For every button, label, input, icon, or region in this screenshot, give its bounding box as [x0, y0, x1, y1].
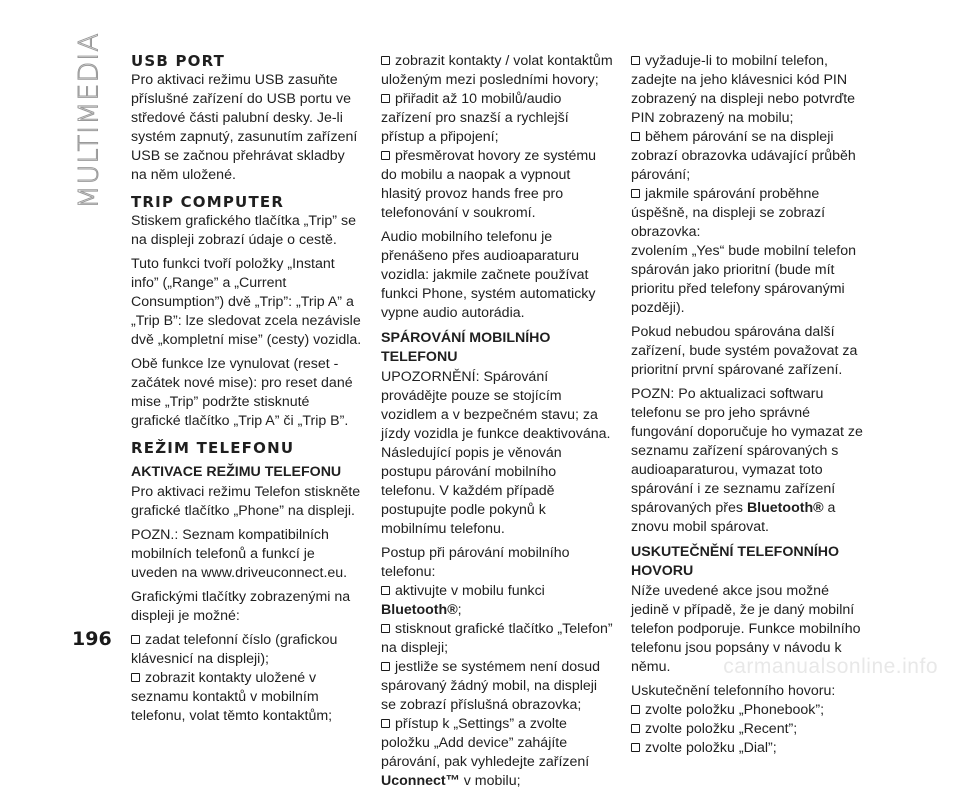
list-item: zobrazit kontakty / volat kontaktům uloženým mezi posledními hovory; — [381, 53, 613, 88]
checkbox-bullet-icon — [631, 56, 640, 65]
phone-features-list — [381, 52, 613, 223]
bluetooth-label: Bluetooth® — [381, 602, 458, 618]
trip-paragraph-1: Stiskem grafického tlačítka „Trip” se na displeji zobrazí údaje o cestě. — [131, 213, 356, 248]
phone-mode-heading: REŽIM TELEFONU — [131, 439, 295, 457]
pairing-heading: SPÁROVÁNÍ MOBILNÍHO TELEFONU — [381, 330, 551, 365]
list-item: zvolte položku „Phonebook”; — [631, 701, 863, 720]
usb-port-text: Pro aktivaci režimu USB zasuňte příslušné zařízení do USB portu ve středové části palubní desky. Je-li systém zapnutý, zasunutím zařízení USB se začnou přehrávat skladby na něm uložené. — [131, 72, 358, 183]
trip-paragraph-3: Obě funkce lze vynulovat (reset - začátek nové mise): pro reset dané mise „Trip” podržte stisknuté grafické tlačítko „Trip A” či „Trip B”. — [131, 356, 353, 429]
pairing-warning: UPOZORNĚNÍ: Spárování provádějte pouze se stojícím vozidlem a v bezpečném stavu; za jízdy vozidla je funkce deaktivována. Následující popis je věnován postupu párování mobilního telefonu. V každém případě postupujte podle pokynů k mobilnímu telefonu. — [381, 369, 611, 537]
list-item: během párování se na displeji zobrazí obrazovka udávající průběh párování; — [631, 129, 856, 183]
list-item: vyžaduje-li to mobilní telefon, zadejte na jeho klávesnici kód PIN zobrazený na displeji nebo potvrďte PIN zobrazený na mobilu; — [631, 53, 856, 126]
list-item: jakmile spárování proběhne úspěšně, na displeji se zobrazí obrazovka: — [631, 186, 826, 240]
pairing-steps-list — [381, 582, 613, 791]
list-item: přístup k „Settings” a zvolte položku „Add device” zahájíte párování, pak vyhledejte zařízení Uconnect™ v mobilu; — [381, 716, 590, 789]
checkbox-bullet-icon — [131, 673, 140, 682]
checkbox-bullet-icon — [381, 151, 390, 160]
list-item: aktivujte v mobilu funkci Bluetooth®; — [381, 583, 545, 618]
list-item: jestliže se systémem není dosud spárovaný žádný mobil, na displeji se zobrazí příslušná obrazovka; — [381, 659, 601, 713]
list-item: přesměrovat hovory ze systému do mobilu a naopak a vypnout hlasitý provoz hands free pro telefonování v soukromí. — [381, 148, 597, 221]
checkbox-bullet-icon — [131, 635, 140, 644]
checkbox-bullet-icon — [631, 743, 640, 752]
phone-paragraph-3: Grafickými tlačítky zobrazenými na displeji je možné: — [131, 589, 351, 624]
column-1 — [131, 52, 363, 731]
list-item: stisknout grafické tlačítko „Telefon” na displeji; — [381, 621, 613, 656]
usb-port-heading: USB PORT — [131, 52, 226, 70]
phone-activation-subheading: AKTIVACE REŽIMU TELEFONU — [131, 464, 342, 480]
checkbox-bullet-icon — [381, 56, 390, 65]
list-item: zadat telefonní číslo (grafickou klávesnicí na displeji); — [131, 632, 338, 667]
section-tab — [64, 31, 114, 209]
list-item: zvolte položku „Recent”; — [631, 720, 863, 739]
checkbox-bullet-icon — [631, 132, 640, 141]
pairing-intro: Postup při párování mobilního telefonu: — [381, 545, 570, 580]
checkbox-bullet-icon — [381, 586, 390, 595]
checkbox-bullet-icon — [381, 662, 390, 671]
uconnect-label: Uconnect™ — [381, 773, 460, 789]
trip-computer-heading: TRIP COMPUTER — [131, 193, 285, 211]
column-2 — [381, 52, 613, 796]
bluetooth-label: Bluetooth® — [746, 500, 824, 516]
call-heading: USKUTEČNĚNÍ TELEFONNÍHO HOVORU — [631, 544, 840, 579]
section-tab-label: MULTIMEDIA — [73, 31, 105, 209]
checkbox-bullet-icon — [381, 719, 390, 728]
list-item: zvolte položku „Dial”; — [631, 739, 863, 758]
watermark: carmanualsonline.info — [723, 655, 938, 678]
checkbox-bullet-icon — [381, 94, 390, 103]
call-paragraph-2: Uskutečnění telefonního hovoru: — [631, 683, 836, 699]
priority-paragraph: zvolením „Yes“ bude mobilní telefon spárován jako prioritní (bude mít prioritu před telefony spárovanými později). — [631, 243, 857, 316]
audio-paragraph: Audio mobilního telefonu je přenášeno přes audioaparaturu vozidla: jakmile začnete používat funkci Phone, systém automaticky vypne audio autorádia. — [381, 229, 596, 321]
phone-paragraph-2: POZN.: Seznam kompatibilních mobilních telefonů a funkcí je uveden na www.driveuconnect.eu. — [131, 527, 348, 581]
list-item: přiřadit až 10 mobilů/audio zařízení pro snazší a rychlejší přístup a připojení; — [381, 91, 569, 145]
phone-paragraph-1: Pro aktivaci režimu Telefon stiskněte grafické tlačítko „Phone” na displeji. — [131, 484, 361, 519]
pairing-steps-continued — [631, 52, 863, 242]
trip-paragraph-2: Tuto funkci tvoří položky „Instant info” („Range” a „Current Consumption”) dvě „Trip”: „Trip A” a „Trip B”: lze sledovat zcela nezávisle dvě „kompletní mise” (cesty) vozidla. — [131, 256, 362, 348]
phone-bullet-list — [131, 631, 363, 726]
list-item: zobrazit kontakty uložené v seznamu kontaktů v mobilním telefonu, volat těmto kontaktům; — [131, 670, 333, 724]
page-number: 196 — [72, 628, 112, 650]
call-options-list — [631, 701, 863, 758]
call-paragraph-1: Níže uvedené akce jsou možné jedině v případě, že je daný mobilní telefon podporuje. Funkce mobilního telefonu jsou popsány v návodu k němu. — [631, 583, 861, 675]
software-note-paragraph: POZN: Po aktualizaci softwaru telefonu se pro jeho správné fungování doporučuje ho vymazat ze seznamu zařízení spárovaných s audioaparaturou, vymazat toto spárování i ze seznamu zařízení spárovaných přes Bluetooth® a znovu mobil spárovat. — [631, 386, 863, 535]
no-more-devices-paragraph: Pokud nebudou spárována další zařízení, bude systém považovat za prioritní první spárované zařízení. — [631, 324, 858, 378]
checkbox-bullet-icon — [631, 724, 640, 733]
checkbox-bullet-icon — [631, 705, 640, 714]
checkbox-bullet-icon — [631, 189, 640, 198]
checkbox-bullet-icon — [381, 624, 390, 633]
